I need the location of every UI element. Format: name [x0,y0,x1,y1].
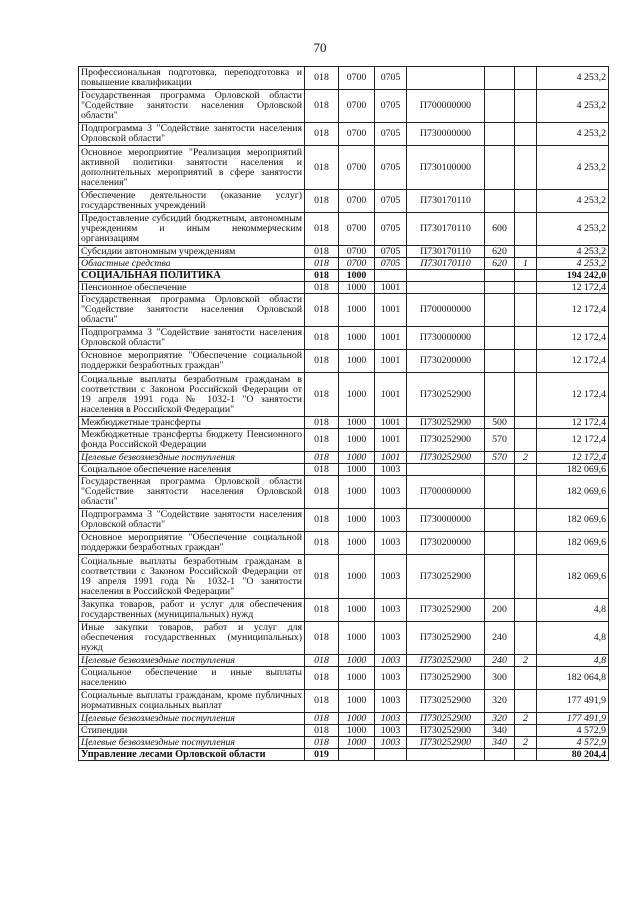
funding-source-cell [515,123,537,146]
funding-source-cell: 2 [515,452,537,464]
row-name-cell: Социальные выплаты гражданам, кроме публичных нормативных социальных выплат [79,690,305,713]
department-code-cell: 018 [305,532,339,555]
table-row [79,213,609,246]
funding-source-cell [515,373,537,417]
department-code-cell: 019 [305,749,339,761]
subsection-code-cell: 1003 [375,464,407,476]
section-code-cell: 1000 [339,532,375,555]
department-code-cell: 018 [305,146,339,190]
row-name-cell: Подпрограмма 3 "Содействие занятости населения Орловской области" [79,123,305,146]
row-name-cell: Основное мероприятие "Обеспечение социальной поддержки безработных граждан" [79,532,305,555]
funding-source-cell [515,509,537,532]
target-article-cell [407,749,485,761]
table-row [79,190,609,213]
section-code-cell: 0700 [339,190,375,213]
department-code-cell: 018 [305,713,339,725]
funding-source-cell [515,429,537,452]
expense-type-cell: 500 [485,417,515,429]
section-code-cell: 1000 [339,737,375,749]
row-name-cell: Основное мероприятие "Реализация мероприятий активной политики занятости населения и дополнительных мероприятий в сфере занятости населения" [79,146,305,190]
section-code-cell: 0700 [339,90,375,123]
section-code-cell: 1000 [339,555,375,599]
funding-source-cell [515,464,537,476]
section-code-cell: 1000 [339,476,375,509]
subsection-code-cell: 0705 [375,146,407,190]
expense-type-cell: 600 [485,213,515,246]
department-code-cell: 018 [305,429,339,452]
row-name-cell: Государственная программа Орловской области "Содействие занятости населения Орловской области" [79,476,305,509]
table-row [79,464,609,476]
target-article-cell: П700000000 [407,476,485,509]
target-article-cell [407,270,485,282]
target-article-cell: П730252900 [407,655,485,667]
funding-source-cell: 2 [515,655,537,667]
row-name-cell: СОЦИАЛЬНАЯ ПОЛИТИКА [79,270,305,282]
target-article-cell: П730252900 [407,555,485,599]
amount-cell: 4,8 [537,599,609,622]
row-name-cell: Профессиональная подготовка, переподготовка и повышение квалификации [79,67,305,90]
department-code-cell: 018 [305,327,339,350]
funding-source-cell [515,417,537,429]
expense-type-cell [485,464,515,476]
expense-type-cell [485,555,515,599]
row-name-cell: Закупка товаров, работ и услуг для обеспечения государственных (муниципальных) нужд [79,599,305,622]
expense-type-cell [485,123,515,146]
expense-type-cell [485,294,515,327]
department-code-cell: 018 [305,190,339,213]
subsection-code-cell: 0705 [375,90,407,123]
department-code-cell: 018 [305,476,339,509]
funding-source-cell: 2 [515,737,537,749]
target-article-cell [407,464,485,476]
page-number: 70 [313,40,327,55]
expense-type-cell [485,350,515,373]
subsection-code-cell: 1003 [375,737,407,749]
section-code-cell: 1000 [339,599,375,622]
row-name-cell: Субсидии автономным учреждениям [79,246,305,258]
department-code-cell: 018 [305,622,339,655]
amount-cell: 4,8 [537,622,609,655]
expense-type-cell [485,67,515,90]
target-article-cell: П730000000 [407,509,485,532]
subsection-code-cell: 1003 [375,509,407,532]
subsection-code-cell [375,749,407,761]
target-article-cell: П730200000 [407,350,485,373]
funding-source-cell [515,213,537,246]
target-article-cell: П730252900 [407,599,485,622]
table-row [79,622,609,655]
table-row [79,417,609,429]
amount-cell: 12 172,4 [537,452,609,464]
expense-type-cell: 200 [485,599,515,622]
table-row [79,327,609,350]
amount-cell: 182 064,8 [537,667,609,690]
subsection-code-cell: 0705 [375,213,407,246]
funding-source-cell [515,725,537,737]
department-code-cell: 018 [305,350,339,373]
department-code-cell: 018 [305,258,339,270]
department-code-cell: 018 [305,246,339,258]
row-name-cell: Управление лесами Орловской области [79,749,305,761]
amount-cell: 4 253,2 [537,67,609,90]
amount-cell: 4,8 [537,655,609,667]
department-code-cell: 018 [305,417,339,429]
expense-type-cell [485,270,515,282]
table-row [79,476,609,509]
row-name-cell: Государственная программа Орловской области "Содействие занятости населения Орловской области" [79,294,305,327]
funding-source-cell [515,667,537,690]
funding-source-cell [515,749,537,761]
amount-cell: 177 491,9 [537,690,609,713]
target-article-cell: П730170110 [407,190,485,213]
target-article-cell: П730252900 [407,667,485,690]
table-row [79,667,609,690]
amount-cell: 12 172,4 [537,327,609,350]
expense-type-cell: 570 [485,452,515,464]
department-code-cell: 018 [305,282,339,294]
row-name-cell: Обеспечение деятельности (оказание услуг) государственных учреждений [79,190,305,213]
department-code-cell: 018 [305,373,339,417]
table-row [79,737,609,749]
subsection-code-cell: 1001 [375,417,407,429]
subsection-code-cell: 0705 [375,190,407,213]
department-code-cell: 018 [305,725,339,737]
budget-table-body [79,67,609,761]
subsection-code-cell: 1003 [375,476,407,509]
section-code-cell: 1000 [339,294,375,327]
amount-cell: 12 172,4 [537,294,609,327]
table-row [79,373,609,417]
expense-type-cell [485,476,515,509]
department-code-cell: 018 [305,599,339,622]
subsection-code-cell: 1001 [375,350,407,373]
section-code-cell: 0700 [339,146,375,190]
target-article-cell: П730252900 [407,737,485,749]
row-name-cell: Социальные выплаты безработным гражданам в соответствии с Законом Российской Федерации от 19 апреля 1991 года № 1032-1 "О занятости населения в Российской Федерации" [79,555,305,599]
target-article-cell: П730170110 [407,246,485,258]
table-row [79,246,609,258]
section-code-cell: 1000 [339,452,375,464]
section-code-cell: 1000 [339,464,375,476]
expense-type-cell: 340 [485,725,515,737]
subsection-code-cell: 1003 [375,667,407,690]
funding-source-cell [515,690,537,713]
row-name-cell: Подпрограмма 3 "Содействие занятости населения Орловской области" [79,327,305,350]
subsection-code-cell: 1003 [375,532,407,555]
subsection-code-cell: 0705 [375,67,407,90]
subsection-code-cell [375,270,407,282]
funding-source-cell [515,282,537,294]
amount-cell: 4 253,2 [537,90,609,123]
row-name-cell: Государственная программа Орловской области "Содействие занятости населения Орловской области" [79,90,305,123]
funding-source-cell [515,294,537,327]
amount-cell: 4 253,2 [537,246,609,258]
department-code-cell: 018 [305,123,339,146]
expense-type-cell: 620 [485,246,515,258]
row-name-cell: Социальное обеспечение населения [79,464,305,476]
target-article-cell [407,282,485,294]
subsection-code-cell: 1003 [375,599,407,622]
row-name-cell: Целевые безвозмездные поступления [79,452,305,464]
row-name-cell: Областные средства [79,258,305,270]
subsection-code-cell: 1003 [375,555,407,599]
subsection-code-cell: 1003 [375,622,407,655]
subsection-code-cell: 1001 [375,282,407,294]
funding-source-cell [515,67,537,90]
department-code-cell: 018 [305,690,339,713]
subsection-code-cell: 1001 [375,452,407,464]
department-code-cell: 018 [305,90,339,123]
section-code-cell: 1000 [339,667,375,690]
department-code-cell: 018 [305,737,339,749]
table-row [79,690,609,713]
section-code-cell: 1000 [339,282,375,294]
expense-type-cell [485,749,515,761]
funding-source-cell [515,90,537,123]
table-row [79,258,609,270]
amount-cell: 12 172,4 [537,417,609,429]
row-name-cell: Стипендии [79,725,305,737]
table-row [79,713,609,725]
department-code-cell: 018 [305,555,339,599]
funding-source-cell [515,270,537,282]
department-code-cell: 018 [305,294,339,327]
row-name-cell: Целевые безвозмездные поступления [79,655,305,667]
subsection-code-cell: 1001 [375,429,407,452]
row-name-cell: Социальные выплаты безработным гражданам в соответствии с Законом Российской Федерации от 19 апреля 1991 года № 1032-1 "О занятости населения в Российской Федерации" [79,373,305,417]
expense-type-cell: 300 [485,667,515,690]
subsection-code-cell: 1003 [375,655,407,667]
section-code-cell: 1000 [339,690,375,713]
expense-type-cell [485,282,515,294]
funding-source-cell [515,532,537,555]
table-row [79,146,609,190]
subsection-code-cell: 1003 [375,725,407,737]
funding-source-cell [515,190,537,213]
target-article-cell: П700000000 [407,90,485,123]
target-article-cell: П730252900 [407,373,485,417]
table-row [79,509,609,532]
table-row [79,749,609,761]
department-code-cell: 018 [305,213,339,246]
section-code-cell: 1000 [339,429,375,452]
amount-cell: 4 253,2 [537,123,609,146]
amount-cell: 182 069,6 [537,509,609,532]
section-code-cell: 0700 [339,213,375,246]
department-code-cell: 018 [305,667,339,690]
funding-source-cell: 2 [515,713,537,725]
table-row [79,655,609,667]
row-name-cell: Иные закупки товаров, работ и услуг для обеспечения государственных (муниципальных) нужд [79,622,305,655]
section-code-cell: 1000 [339,509,375,532]
table-row [79,532,609,555]
table-row [79,429,609,452]
section-code-cell: 0700 [339,123,375,146]
department-code-cell: 018 [305,655,339,667]
section-code-cell: 1000 [339,327,375,350]
amount-cell: 12 172,4 [537,429,609,452]
table-row [79,555,609,599]
section-code-cell: 1000 [339,373,375,417]
department-code-cell: 018 [305,464,339,476]
target-article-cell: П730252900 [407,452,485,464]
funding-source-cell [515,622,537,655]
funding-source-cell [515,246,537,258]
target-article-cell: П730252900 [407,690,485,713]
table-row [79,599,609,622]
table-row [79,67,609,90]
amount-cell: 182 069,6 [537,476,609,509]
row-name-cell: Целевые безвозмездные поступления [79,713,305,725]
department-code-cell: 018 [305,452,339,464]
target-article-cell: П730252900 [407,622,485,655]
row-name-cell: Целевые безвозмездные поступления [79,737,305,749]
amount-cell: 4 253,2 [537,213,609,246]
amount-cell: 4 253,2 [537,258,609,270]
target-article-cell: П730100000 [407,146,485,190]
subsection-code-cell: 0705 [375,246,407,258]
row-name-cell: Подпрограмма 3 "Содействие занятости населения Орловской области" [79,509,305,532]
department-code-cell: 018 [305,67,339,90]
section-code-cell: 1000 [339,622,375,655]
table-row [79,270,609,282]
expense-type-cell: 340 [485,737,515,749]
section-code-cell: 0700 [339,67,375,90]
amount-cell: 12 172,4 [537,350,609,373]
section-code-cell: 1000 [339,725,375,737]
subsection-code-cell: 1001 [375,294,407,327]
expense-type-cell [485,327,515,350]
department-code-cell: 018 [305,270,339,282]
section-code-cell [339,749,375,761]
amount-cell: 177 491,9 [537,713,609,725]
table-row [79,350,609,373]
funding-source-cell [515,599,537,622]
row-name-cell: Основное мероприятие "Обеспечение социальной поддержки безработных граждан" [79,350,305,373]
target-article-cell: П700000000 [407,294,485,327]
target-article-cell: П730252900 [407,713,485,725]
department-code-cell: 018 [305,509,339,532]
subsection-code-cell: 0705 [375,123,407,146]
budget-table [78,66,609,761]
subsection-code-cell: 1001 [375,373,407,417]
subsection-code-cell: 0705 [375,258,407,270]
amount-cell: 182 069,6 [537,532,609,555]
table-row [79,294,609,327]
section-code-cell: 1000 [339,417,375,429]
amount-cell: 12 172,4 [537,373,609,417]
section-code-cell: 1000 [339,713,375,725]
amount-cell: 4 253,2 [537,146,609,190]
funding-source-cell [515,555,537,599]
expense-type-cell [485,509,515,532]
target-article-cell: П730200000 [407,532,485,555]
amount-cell: 4 572,9 [537,737,609,749]
expense-type-cell: 240 [485,655,515,667]
target-article-cell [407,67,485,90]
funding-source-cell [515,350,537,373]
row-name-cell: Социальное обеспечение и иные выплаты населению [79,667,305,690]
target-article-cell: П730252900 [407,417,485,429]
subsection-code-cell: 1003 [375,690,407,713]
section-code-cell: 1000 [339,350,375,373]
amount-cell: 80 204,4 [537,749,609,761]
target-article-cell: П730170110 [407,258,485,270]
subsection-code-cell: 1001 [375,327,407,350]
target-article-cell: П730252900 [407,725,485,737]
target-article-cell: П730170110 [407,213,485,246]
section-code-cell: 0700 [339,246,375,258]
funding-source-cell [515,327,537,350]
expense-type-cell [485,90,515,123]
amount-cell: 4 572,9 [537,725,609,737]
target-article-cell: П730000000 [407,123,485,146]
table-row [79,725,609,737]
row-name-cell: Межбюджетные трансферты [79,417,305,429]
expense-type-cell [485,373,515,417]
table-row [79,282,609,294]
section-code-cell: 1000 [339,655,375,667]
funding-source-cell: 1 [515,258,537,270]
funding-source-cell [515,146,537,190]
subsection-code-cell: 1003 [375,713,407,725]
target-article-cell: П730252900 [407,429,485,452]
amount-cell: 12 172,4 [537,282,609,294]
target-article-cell: П730000000 [407,327,485,350]
table-row [79,90,609,123]
expense-type-cell: 320 [485,690,515,713]
amount-cell: 194 242,0 [537,270,609,282]
amount-cell: 182 069,6 [537,555,609,599]
amount-cell: 182 069,6 [537,464,609,476]
table-row [79,452,609,464]
section-code-cell: 0700 [339,258,375,270]
expense-type-cell: 240 [485,622,515,655]
row-name-cell: Пенсионное обеспечение [79,282,305,294]
funding-source-cell [515,476,537,509]
expense-type-cell: 620 [485,258,515,270]
expense-type-cell [485,532,515,555]
row-name-cell: Межбюджетные трансферты бюджету Пенсионного фонда Российской Федерации [79,429,305,452]
expense-type-cell: 570 [485,429,515,452]
table-row [79,123,609,146]
amount-cell: 4 253,2 [537,190,609,213]
expense-type-cell: 320 [485,713,515,725]
expense-type-cell [485,146,515,190]
expense-type-cell [485,190,515,213]
row-name-cell: Предоставление субсидий бюджетным, автономным учреждениям и иным некоммерческим организациям [79,213,305,246]
section-code-cell: 1000 [339,270,375,282]
